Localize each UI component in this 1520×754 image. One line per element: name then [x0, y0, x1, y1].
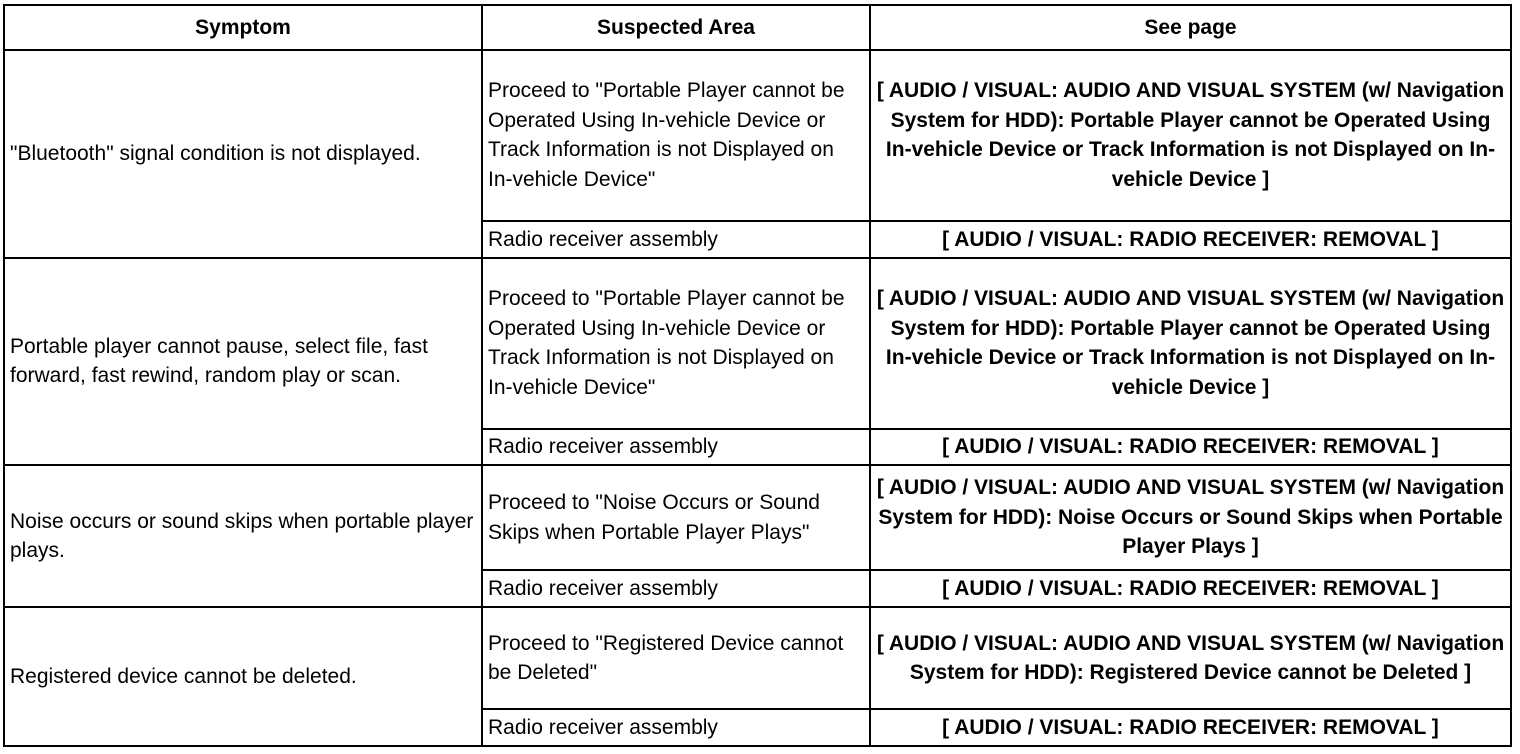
- symptom-table: [3, 4, 1512, 747]
- header-row: [4, 5, 1511, 50]
- suspected-area-cell: Proceed to "Registered Device cannot be Deleted": [482, 607, 870, 709]
- table-row: [4, 465, 1511, 570]
- suspected-area-cell: Proceed to "Portable Player cannot be Operated Using In-vehicle Device or Track Information is not Displayed on In-vehicle Device": [482, 258, 870, 429]
- see-page-link[interactable]: [ AUDIO / VISUAL: AUDIO AND VISUAL SYSTEM (w/ Navigation System for HDD): Noise Occurs or Sound Skips when Portable Player Plays ]: [870, 465, 1511, 570]
- see-page-link[interactable]: [ AUDIO / VISUAL: RADIO RECEIVER: REMOVAL ]: [870, 709, 1511, 746]
- header-symptom: Symptom: [4, 5, 482, 50]
- suspected-area-cell: Proceed to "Noise Occurs or Sound Skips when Portable Player Plays": [482, 465, 870, 570]
- suspected-area-cell: Radio receiver assembly: [482, 709, 870, 746]
- symptom-cell: "Bluetooth" signal condition is not displayed.: [4, 50, 482, 258]
- suspected-area-cell: Radio receiver assembly: [482, 570, 870, 607]
- suspected-area-cell: Radio receiver assembly: [482, 221, 870, 258]
- suspected-area-cell: Proceed to "Portable Player cannot be Operated Using In-vehicle Device or Track Information is not Displayed on In-vehicle Device": [482, 50, 870, 221]
- suspected-area-cell: Radio receiver assembly: [482, 429, 870, 466]
- symptom-cell: Noise occurs or sound skips when portable player plays.: [4, 465, 482, 607]
- table-row: [4, 607, 1511, 709]
- see-page-link[interactable]: [ AUDIO / VISUAL: AUDIO AND VISUAL SYSTEM (w/ Navigation System for HDD): Portable Player cannot be Operated Using In-vehicle Device or Track Information is not Displayed on In-vehicle Device ]: [870, 258, 1511, 429]
- symptom-cell: Registered device cannot be deleted.: [4, 607, 482, 746]
- see-page-link[interactable]: [ AUDIO / VISUAL: RADIO RECEIVER: REMOVAL ]: [870, 570, 1511, 607]
- header-suspected-area: Suspected Area: [482, 5, 870, 50]
- see-page-link[interactable]: [ AUDIO / VISUAL: AUDIO AND VISUAL SYSTEM (w/ Navigation System for HDD): Portable Player cannot be Operated Using In-vehicle Device or Track Information is not Displayed on In-vehicle Device ]: [870, 50, 1511, 221]
- symptom-cell: Portable player cannot pause, select file, fast forward, fast rewind, random play or scan.: [4, 258, 482, 466]
- table-row: [4, 50, 1511, 221]
- header-see-page: See page: [870, 5, 1511, 50]
- see-page-link[interactable]: [ AUDIO / VISUAL: AUDIO AND VISUAL SYSTEM (w/ Navigation System for HDD): Registered Device cannot be Deleted ]: [870, 607, 1511, 709]
- table-row: [4, 258, 1511, 429]
- see-page-link[interactable]: [ AUDIO / VISUAL: RADIO RECEIVER: REMOVAL ]: [870, 429, 1511, 466]
- see-page-link[interactable]: [ AUDIO / VISUAL: RADIO RECEIVER: REMOVAL ]: [870, 221, 1511, 258]
